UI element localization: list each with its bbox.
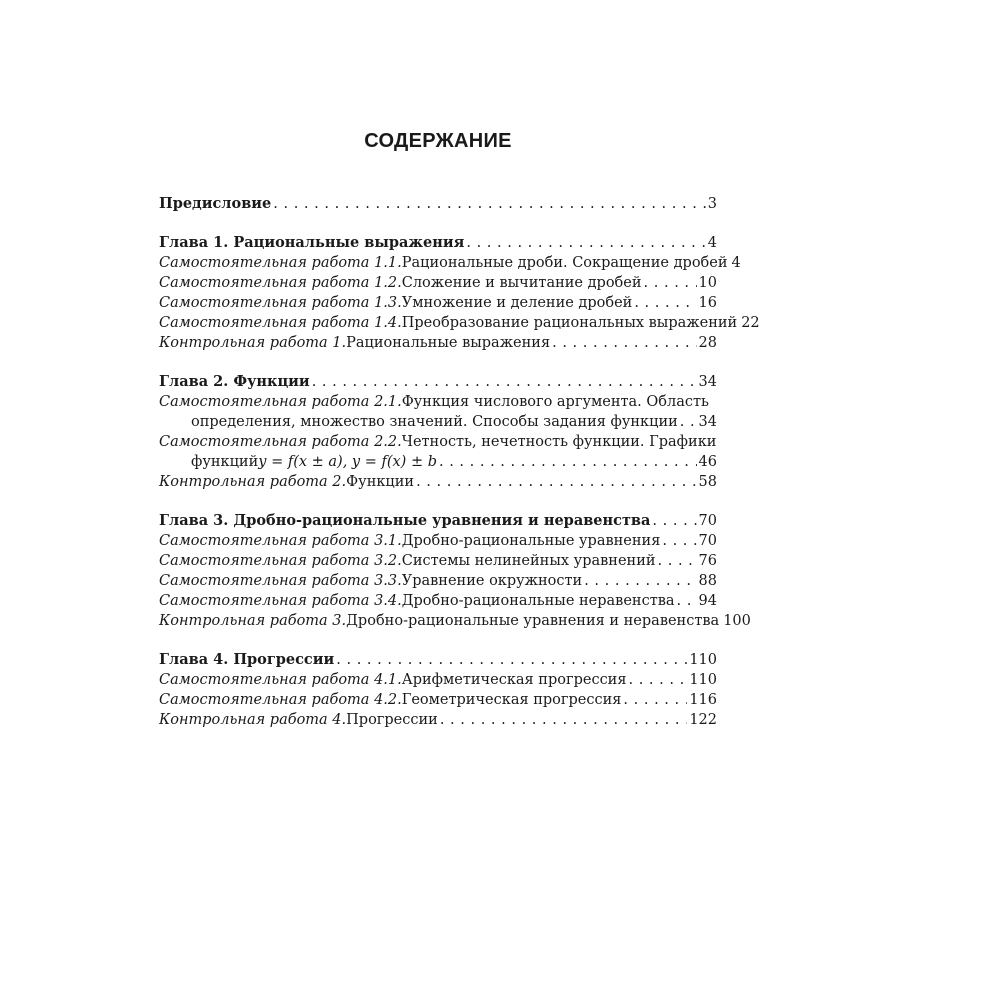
work-title: Четность, нечетность функции. Графики [401, 434, 717, 450]
page-number: 16 [698, 295, 717, 311]
toc-chapter-4[interactable] [159, 650, 717, 670]
page-number: 88 [698, 573, 717, 589]
toc-entry[interactable] [159, 253, 741, 273]
toc-entry[interactable] [159, 710, 717, 730]
toc-entry[interactable] [159, 591, 717, 611]
work-title: Функции [346, 474, 415, 490]
dot-leader [623, 690, 687, 710]
page-number: 46 [698, 454, 717, 470]
work-title: Рациональные выражения [346, 335, 551, 351]
work-title-continuation: определения, множество значений. Способы задания функции [191, 414, 678, 430]
toc-entry-label: Предисловие [159, 195, 272, 212]
page-number: 116 [689, 692, 717, 708]
dot-leader [416, 472, 696, 492]
toc-entry[interactable] [159, 551, 717, 571]
page-title: СОДЕРЖАНИЕ [364, 130, 512, 152]
formula: y = f(x ± a), y = f(x) ± b [258, 454, 437, 470]
dot-leader [634, 293, 696, 313]
work-label: Самостоятельная работа 4.1. [159, 672, 402, 688]
dot-leader [662, 531, 696, 551]
work-title: Уравнение окружности [401, 573, 583, 589]
dot-leader [336, 650, 687, 670]
dot-leader [658, 551, 697, 571]
work-title: Дробно-рациональные уравнения [401, 533, 661, 549]
toc-chapter-1[interactable] [159, 233, 717, 253]
page-number: 110 [689, 672, 717, 688]
dot-leader [312, 372, 697, 392]
work-label: Самостоятельная работа 2.2. [159, 434, 402, 450]
page-number: 122 [689, 712, 717, 728]
toc-entry[interactable] [159, 392, 717, 412]
work-title: Сложение и вычитание дробей [401, 275, 642, 291]
page-number: 4 [731, 255, 741, 271]
toc-entry[interactable] [159, 432, 717, 452]
page-number: 70 [698, 513, 717, 529]
work-title-continuation: функций [191, 454, 259, 470]
dot-leader [629, 670, 688, 690]
work-label: Самостоятельная работа 1.3. [159, 295, 402, 311]
work-label: Контрольная работа 1. [159, 335, 347, 351]
work-label: Самостоятельная работа 3.1. [159, 533, 402, 549]
work-label: Самостоятельная работа 3.4. [159, 593, 402, 609]
toc-entry-continuation[interactable] [159, 452, 717, 472]
toc-entry-continuation[interactable] [159, 412, 717, 432]
work-title: Арифметическая прогрессия [401, 672, 627, 688]
page-number: 100 [723, 613, 751, 629]
toc-chapter-2[interactable] [159, 372, 717, 392]
page-number: 34 [698, 374, 717, 390]
work-title: Системы нелинейных уравнений [401, 553, 656, 569]
toc-entry[interactable] [159, 571, 717, 591]
work-title: Рациональные дроби. Сокращение дробей [401, 255, 728, 271]
dot-leader [652, 511, 696, 531]
toc-entry[interactable] [159, 670, 717, 690]
dot-leader [677, 591, 697, 611]
dot-leader [552, 333, 696, 353]
work-title: Умножение и деление дробей [401, 295, 633, 311]
toc-chapter-3[interactable] [159, 511, 717, 531]
page-number: 3 [707, 196, 717, 212]
work-title: Геометрическая прогрессия [401, 692, 622, 708]
page-number: 22 [741, 315, 760, 331]
work-title: Прогрессии [346, 712, 438, 728]
work-title: Дробно-рациональные уравнения и неравенства [346, 613, 720, 629]
dot-leader [273, 194, 706, 214]
dot-leader [439, 452, 697, 472]
dot-leader [466, 233, 705, 253]
work-label: Самостоятельная работа 1.2. [159, 275, 402, 291]
page-number: 94 [698, 593, 717, 609]
page-number: 58 [698, 474, 717, 490]
page-number: 28 [698, 335, 717, 351]
toc-entry[interactable] [159, 333, 717, 353]
toc-entry[interactable] [159, 273, 717, 293]
page-number: 34 [698, 414, 717, 430]
page-number: 70 [698, 533, 717, 549]
page-number: 4 [707, 235, 717, 251]
work-label: Самостоятельная работа 3.3. [159, 573, 402, 589]
work-title: Преобразование рациональных выражений [401, 315, 738, 331]
page-number: 76 [698, 553, 717, 569]
toc-entry[interactable] [159, 293, 717, 313]
work-title: Дробно-рациональные неравенства [401, 593, 675, 609]
dot-leader [680, 412, 697, 432]
chapter-title: Глава 1. Рациональные выражения [159, 234, 465, 251]
work-label: Контрольная работа 4. [159, 712, 347, 728]
toc-entry[interactable] [159, 611, 751, 631]
toc-entry[interactable] [159, 313, 760, 333]
work-title: Функция числового аргумента. Область [401, 394, 709, 410]
work-label: Самостоятельная работа 2.1. [159, 394, 402, 410]
dot-leader [440, 710, 687, 730]
dot-leader [644, 273, 697, 293]
work-label: Контрольная работа 3. [159, 613, 347, 629]
work-label: Самостоятельная работа 1.4. [159, 315, 402, 331]
dot-leader [584, 571, 696, 591]
toc-entry-preface[interactable] [159, 194, 717, 214]
page-number: 10 [698, 275, 717, 291]
page-number: 110 [689, 652, 717, 668]
work-label: Самостоятельная работа 3.2. [159, 553, 402, 569]
work-label: Контрольная работа 2. [159, 474, 347, 490]
work-label: Самостоятельная работа 4.2. [159, 692, 402, 708]
toc-entry[interactable] [159, 690, 717, 710]
chapter-title: Глава 3. Дробно-рациональные уравнения и неравенства [159, 512, 651, 529]
table-of-contents [159, 194, 760, 730]
toc-entry[interactable] [159, 531, 717, 551]
toc-entry[interactable] [159, 472, 717, 492]
work-label: Самостоятельная работа 1.1. [159, 255, 402, 271]
chapter-title: Глава 4. Прогрессии [159, 651, 335, 668]
chapter-title: Глава 2. Функции [159, 373, 310, 390]
